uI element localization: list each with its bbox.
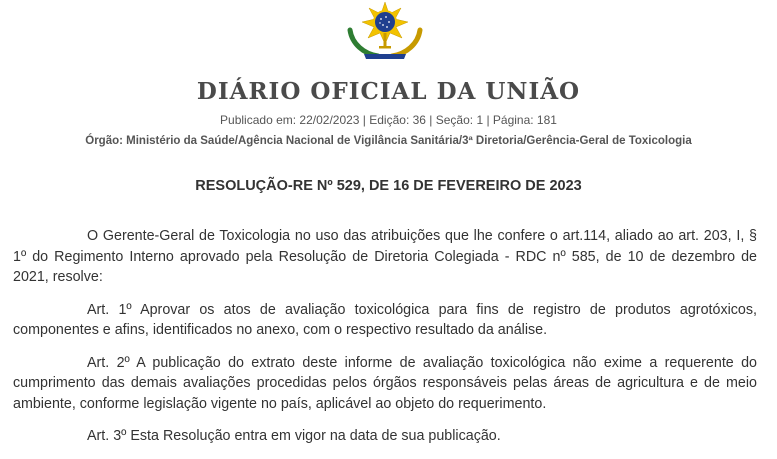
resolution-body — [13, 226, 757, 459]
paragraph-article-2: Art. 2º A publicação do extrato deste informe de avaliação toxicológica não exime a requerente do cumprimento das demais avaliações procedidas pelos órgãos responsáveis pelas áreas de agricultura e de meio ambiente, conforme legislação vigente no país, aplicável ao objeto do requerimento. — [13, 354, 757, 412]
masthead-title: DIÁRIO OFICIAL DA UNIÃO — [196, 78, 581, 105]
paragraph-preamble: O Gerente-Geral de Toxicologia no uso das atribuições que lhe confere o art.114, aliado ao art. 203, I, § 1º do Regimento Interno aprovado pela Resolução de Diretoria Colegiada - RDC nº 585, de 10 de dezembro de 2021, resolve: — [13, 228, 757, 285]
paragraph-article-1: Art. 1º Aprovar os atos de avaliação toxicológica para fins de registro de produtos agrotóxicos, componentes e afins, identificados no anexo, com o respectivo resultado da análise. — [13, 301, 757, 338]
issuing-organ: Órgão: Ministério da Saúde/Agência Nacional de Vigilância Sanitária/3ª Diretoria/Gerência-Geral de Toxicologia — [85, 135, 692, 147]
paragraph-article-3: Art. 3º Esta Resolução entra em vigor na data de sua publicação. — [87, 428, 501, 444]
resolution-title: RESOLUÇÃO-RE Nº 529, DE 16 DE FEVEREIRO DE 2023 — [195, 178, 582, 194]
publication-info: Publicado em: 22/02/2023 | Edição: 36 | Seção: 1 | Página: 181 — [220, 113, 557, 127]
brazil-coat-of-arms-icon — [342, 0, 428, 62]
